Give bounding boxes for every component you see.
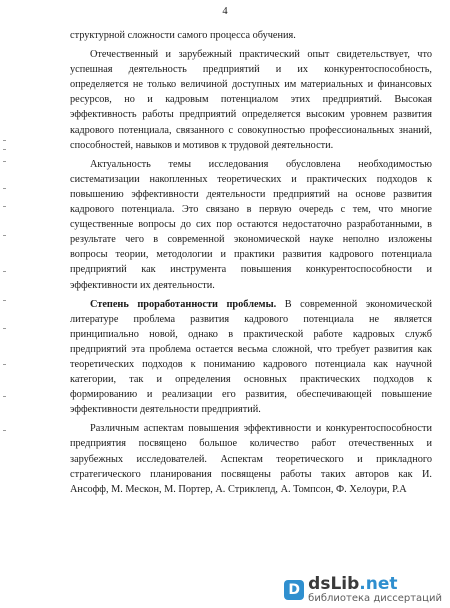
text-line: принципиально новой, однако в практической работе кадровых служб [70,328,432,340]
dslib-logo-icon: D [284,580,304,600]
text-line: категории, так и определения основных практических подходов к [70,374,432,386]
text-line: успешная деятельность предприятий и их конкурентоспособность, [70,64,432,76]
text-line: кадрового потенциала. Это связано в первую очередь с тем, что многие [70,204,432,216]
text-line: Отечественный и зарубежный практический опыт свидетельствует, что [90,49,432,61]
text-line: предприятий как инструмента повышения конкурентоспособности и [70,264,432,276]
text-line [70,297,432,312]
text-line: эффективность работы предприятий определяется высоким уровнем развития [70,109,432,121]
dslib-watermark [284,576,442,604]
text-line: предприятий эта проблема остается весьма сложной, что требует развития как [70,343,432,355]
text-line: определяется не только величиной доступных им материальных и финансовых [70,79,432,91]
text-line: вопросы теории, методологии и практики развития кадрового потенциала [70,249,432,261]
text-line: существенные вопросы до сих пор остаются недостаточно разработанными, в [70,219,432,231]
text-line: систематизации накопленных теоретических и практических подходов к [70,173,432,185]
text-fragment: В современной экономической [276,298,432,310]
scan-margin-marks [3,140,9,440]
bold-heading: Степень проработанности проблемы. [90,298,277,310]
paragraph [70,47,432,153]
text-line: ресурсов, но и кадровым потенциалом этих предприятий. Высокая [70,94,432,106]
text-line: зарубежных исследователей. Аспектам теоретического и прикладного [70,453,432,465]
text-line: кадрового потенциала, связанного с совокупностью профессиональных знаний, [70,124,432,136]
text-line: способностей, навыков и мотивов к трудовой деятельности. [70,139,334,151]
text-line: литературе проблема развития кадрового потенциала не является [70,313,432,325]
text-line: предприятия посвящено большое количество работ отечественных и [70,438,432,450]
text-line: теоретических подходов к пониманию кадрового потенциала как научной [70,358,432,370]
watermark-title: dsLib.net [308,574,398,594]
text-line: формированию и реализации его развития, обеспечивающей повышение [70,389,432,401]
text-line: структурной сложности самого процесса обучения. [70,30,296,41]
paragraph [70,157,432,293]
page-number: 4 [222,6,228,17]
text-line: Различным аспектам повышения эффективности и конкурентоспособности [90,423,432,435]
text-line: стратегического планирования посвящены работы таких авторов как И. [70,468,432,480]
document-body [70,28,432,497]
paragraph [70,421,432,496]
text-line: повышению эффективности деятельности предприятий на основе развития [70,188,432,200]
paragraph [70,28,432,43]
text-line: эффективности деятельности предприятий. [70,404,261,416]
text-line: Ансофф, М. Мескон, М. Портер, А. Стриклепд, А. Томпсон, Ф. Хелоури, Р.А [70,483,407,495]
text-line: Актуальность темы исследования обусловлена необходимостью [90,158,432,170]
paragraph [70,297,432,418]
text-line: эффективности их деятельности. [70,279,215,291]
watermark-subtitle: библиотека диссертаций [308,593,442,604]
text-line: результате чего в современной экономической науке неполно изложены [70,234,432,246]
